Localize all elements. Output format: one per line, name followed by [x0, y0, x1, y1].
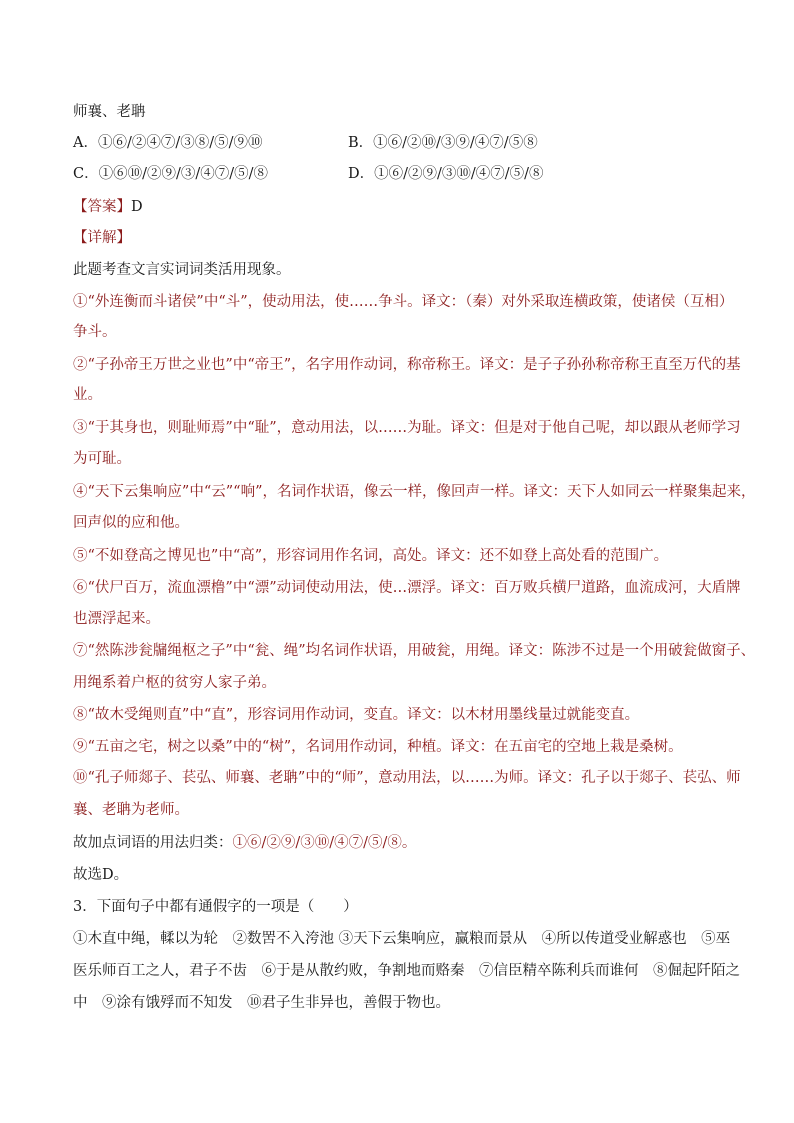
summary-line — [73, 833, 733, 853]
detail-label: 【详解】 — [73, 230, 131, 246]
explanation-line: ④“天下云集响应”中“云”“响”，名词作状语，像云一样，像回声一样。译文：天下人如同云一样聚集起来， — [73, 484, 756, 500]
option-c: C．①⑥⑩/②⑨/③/④⑦/⑤/⑧ — [73, 166, 269, 182]
answer-line — [73, 197, 733, 217]
option-b: B．①⑥/②⑩/③⑨/④⑦/⑤⑧ — [348, 135, 538, 151]
explanation-line: ⑧“故木受绳则直”中“直”，形容词用作动词，变直。译文：以木材用墨线量过就能变直。 — [73, 707, 640, 723]
explanation-line: ⑨“五亩之宅，树之以桑”中的“树”，名词用作动词，种植。译文：在五亩宅的空地上栽是桑树。 — [73, 739, 683, 755]
explanation-line: ②“子孙帝王万世之业也”中“帝王”，名字用作动词，称帝称王。译文：是子子孙孙称帝称王直至万代的基 — [73, 357, 741, 373]
explanation-line: 用绳系着户枢的贫穷人家子弟。 — [73, 675, 276, 691]
explanation-line: 也漂浮起来。 — [73, 611, 160, 627]
explanation-line: ⑦“然陈涉瓮牖绳枢之子”中“瓮、绳”均名词作状语，用破瓮，用绳。译文：陈涉不过是一个用破瓮做窗子、 — [73, 643, 756, 659]
question-3-line: 医乐师百工之人，君子不齿 ⑥于是从散约败，争割地而赂秦 ⑦信臣精卒陈利兵而谁何 ⑧倔起阡陌之 — [73, 963, 740, 979]
explanation-line: 争斗。 — [73, 324, 117, 340]
answer-label: 【答案】 — [73, 199, 131, 215]
explanation-line: ⑤“不如登高之博见也”中“高”，形容词用作名词，高处。译文：还不如登上高处看的范围广。 — [73, 548, 669, 564]
explanation-line: ⑥“伏尸百万，流血漂橹”中“漂”动词使动用法，使…漂浮。译文：百万败兵横尸道路，血流成河，大盾牌 — [73, 580, 741, 596]
explanation-line: 业。 — [73, 387, 102, 403]
question-3-line: ①木直中绳，輮以为轮 ②数罟不入洿池 ③天下云集响应，赢粮而景从 ④所以传道受业解惑也 ⑤巫 — [73, 931, 731, 947]
explanation-line: 为可耻。 — [73, 451, 131, 467]
option-a: A．①⑥/②④⑦/③⑧/⑤/⑨⑩ — [73, 135, 263, 151]
question-3-line: 中 ⑨涂有饿殍而不知发 ⑩君子生非异也，善假于物也。 — [73, 995, 450, 1011]
conclusion-line: 故选D。 — [73, 867, 129, 883]
intro-line: 师襄、老聃 — [73, 104, 146, 120]
option-d: D．①⑥/②⑨/③⑩/④⑦/⑤/⑧ — [348, 166, 544, 182]
summary-prefix: 故加点词语的用法归类： — [73, 835, 233, 851]
explanation-line: ①“外连衡而斗诸侯”中“斗”，使动用法，使……争斗。译文：（秦）对外采取连横政策，使诸侯（互相） — [73, 294, 734, 310]
summary-value: ①⑥/②⑨/③⑩/④⑦/⑤/⑧。 — [232, 835, 417, 851]
explanation-line: 回声似的应和他。 — [73, 515, 189, 531]
question-3-title: 3．下面句子中都有通假字的一项是（ ） — [73, 899, 358, 915]
explanation-line: ⑩“孔子师郯子、苌弘、师襄、老聃”中的“师”，意动用法，以……为师。译文：孔子以于郯子、苌弘、师 — [73, 770, 741, 786]
explanation-line: ③“于其身也，则耻师焉”中“耻”，意动用法，以……为耻。译文：但是对于他自己呢，却以跟从老师学习 — [73, 420, 741, 436]
explanation-line: 襄、老聃为老师。 — [73, 802, 189, 818]
answer-value: D — [131, 199, 143, 215]
detail-intro: 此题考查文言实词词类活用现象。 — [73, 262, 291, 278]
